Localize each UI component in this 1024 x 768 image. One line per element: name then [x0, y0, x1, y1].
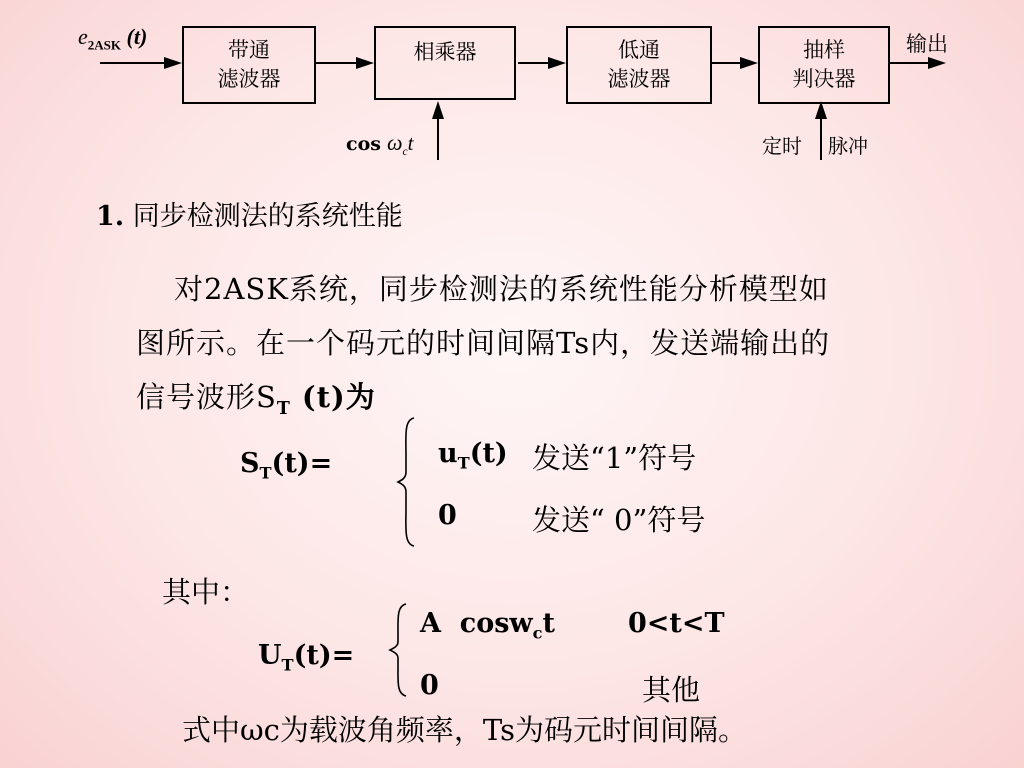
formula-st-brace — [396, 416, 418, 548]
block-label-line1: 带通 — [228, 38, 270, 62]
formula-ut-lhs — [258, 640, 354, 674]
block-label-line2: 滤波器 — [607, 67, 671, 91]
block-label-line2: 滤波器 — [217, 67, 281, 91]
block-label-line1: 低通 — [618, 38, 660, 62]
connector-1-2-arrowhead — [356, 57, 374, 69]
paragraph — [136, 262, 830, 436]
connector-2-3 — [518, 62, 548, 64]
footer-note: 式中ωc为载波角频率，Ts为码元时间间隔。 — [182, 713, 748, 747]
carrier-arrowhead — [432, 101, 444, 119]
formula-ut-lhs-pre: U — [258, 640, 282, 671]
output-line — [888, 62, 928, 64]
sampling-decision-block — [758, 26, 890, 104]
formula-ut-case2-cond: 其他 — [642, 673, 701, 707]
section-title — [96, 194, 403, 233]
paragraph-line-2: 图所示。在一个码元的时间间隔Ts内，发送端输出的 — [136, 326, 831, 360]
carrier-line — [437, 118, 439, 160]
input-signal-label — [78, 24, 147, 53]
formula-st-case1-pre: u — [438, 438, 458, 469]
connector-3-4 — [710, 62, 740, 64]
paragraph-line-3-pre: 信号波形S — [136, 380, 277, 414]
formula-st-lhs-pre: S — [240, 448, 260, 479]
block-label-line1: 相乘器 — [413, 40, 477, 64]
input-label-main: e — [78, 24, 88, 49]
input-label-arg: (t) — [126, 24, 148, 49]
formula-st-case2-expr: 0 — [438, 500, 457, 531]
multiplier-block — [374, 26, 516, 100]
formula-st-lhs-post: (t)= — [271, 448, 333, 479]
timing-line — [820, 118, 822, 160]
formula-ut-brace — [388, 602, 410, 698]
paragraph-line-3-post: (t)为 — [290, 380, 376, 414]
connector-3-4-arrowhead — [740, 57, 758, 69]
lowpass-filter-block — [566, 26, 712, 104]
block-label-line1: 抽样 — [803, 38, 845, 62]
paragraph-line-1: 对2ASK系统，同步检测法的系统性能分析模型如 — [174, 272, 829, 306]
output-label: 输出 — [906, 32, 948, 56]
section-title-text: 同步检测法的系统性能 — [132, 201, 403, 232]
connector-1-2 — [314, 62, 356, 64]
bandpass-filter-block — [182, 26, 316, 104]
connector-2-3-arrowhead — [548, 57, 566, 69]
formula-ut-lhs-sub: T — [281, 655, 294, 675]
formula-ut-case1-pre: A cosw — [420, 608, 533, 639]
formula-st-case1-post: (t) — [469, 438, 508, 469]
block-label-line2: 判决器 — [792, 67, 856, 91]
formula-st-case1-expr — [438, 438, 508, 472]
formula-st-case1-sub: T — [457, 453, 470, 473]
input-line — [100, 62, 164, 64]
formula-st-case1-cond: 发送“1”符号 — [532, 441, 697, 475]
formula-ut-case1-cond: 0<t<T — [628, 608, 725, 639]
carrier-label-omega: ω — [387, 130, 403, 155]
formula-ut-case2-expr: 0 — [420, 670, 439, 701]
formula-ut-case1-sub: c — [532, 623, 543, 643]
timing-label-right: 脉冲 — [828, 134, 868, 158]
formula-st-case2-cond: 发送“ 0”符号 — [532, 503, 706, 537]
carrier-label-t: t — [407, 131, 414, 155]
formula-ut-case1-post: t — [542, 608, 555, 639]
section-title-number: 1. — [96, 201, 125, 232]
input-arrowhead — [164, 57, 182, 69]
timing-label-left: 定时 — [762, 134, 802, 158]
formula-st-lhs — [240, 448, 332, 482]
formula-ut-case1-expr — [420, 608, 555, 642]
output-arrowhead — [928, 57, 946, 69]
input-label-sub: 2ASK — [87, 37, 121, 53]
paragraph-line-3-sub: T — [276, 398, 291, 419]
formula-ut-lhs-post: (t)= — [293, 640, 355, 671]
timing-arrowhead — [815, 101, 827, 119]
formula-st-lhs-sub: T — [259, 463, 272, 483]
paragraph-line-3 — [136, 370, 830, 436]
where-label: 其中： — [162, 575, 250, 609]
carrier-label-sub: c — [402, 145, 408, 158]
carrier-label — [346, 130, 413, 158]
carrier-label-cos: cos — [346, 133, 381, 155]
